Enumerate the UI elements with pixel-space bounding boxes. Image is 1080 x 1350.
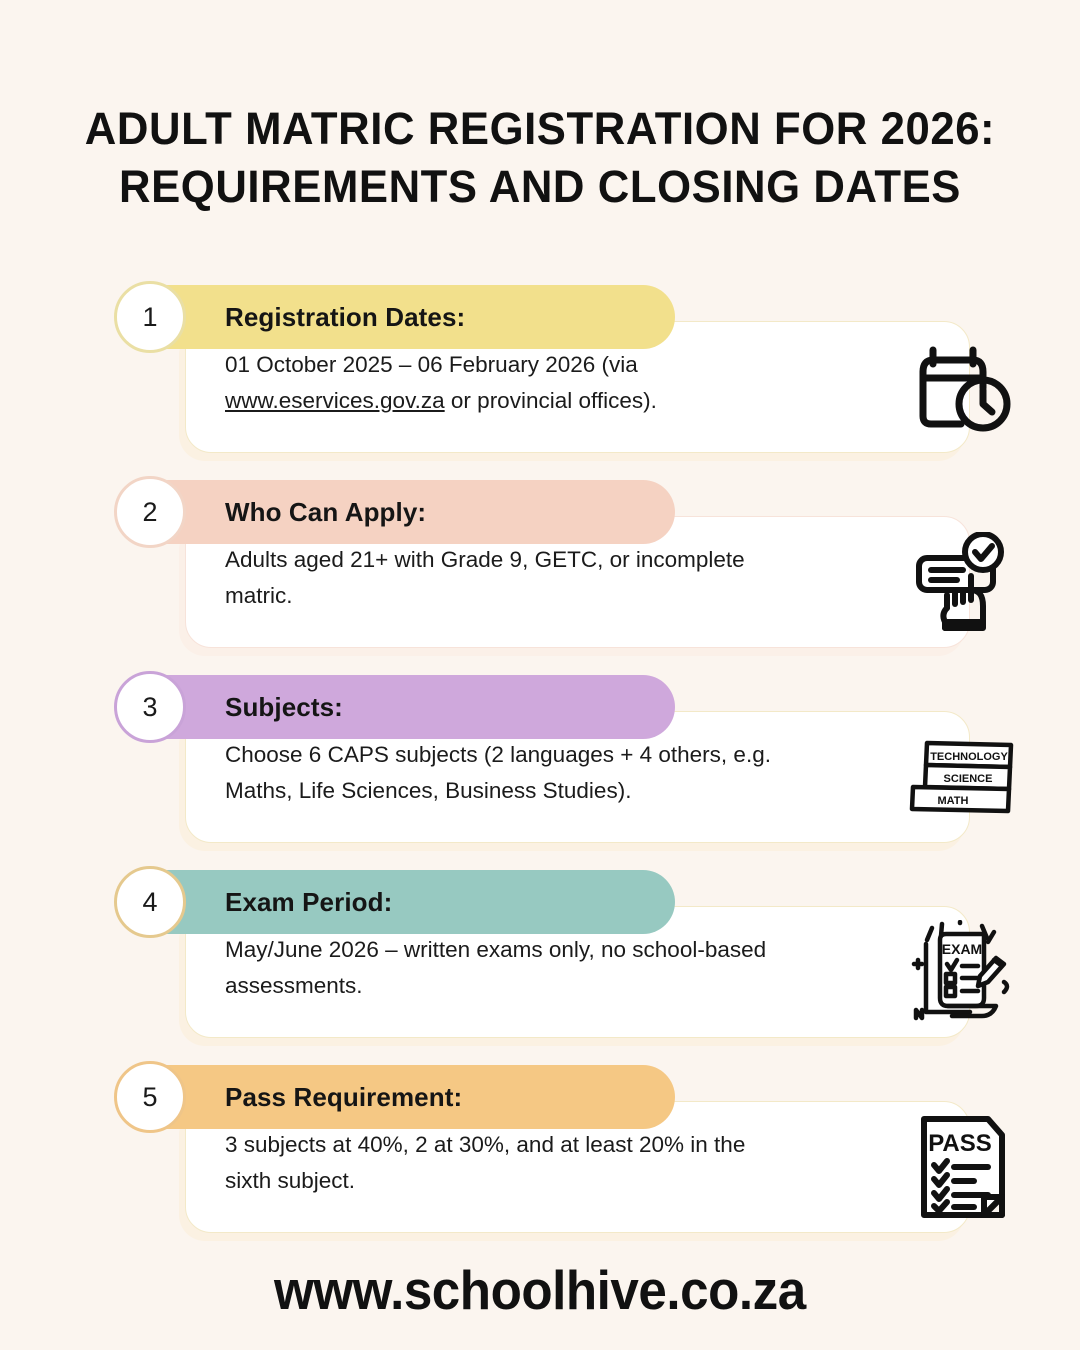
list-item: [0, 1065, 1080, 1235]
page-title: [0, 100, 1080, 216]
card-number-badge: [114, 476, 186, 548]
list-item: [0, 480, 1080, 650]
calendar-clock-icon: [905, 333, 1020, 443]
card-list: [0, 285, 1080, 1260]
book-label-math: MATH: [937, 795, 968, 807]
stacked-books-icon: [905, 723, 1020, 833]
hand-tap-approved-card-icon: [905, 528, 1020, 638]
card-body-text: Adults aged 21+ with Grade 9, GETC, or incomplete matric.: [225, 547, 745, 608]
website-url[interactable]: www.schoolhive.co.za: [274, 1259, 806, 1321]
card-heading: Subjects:: [225, 691, 343, 722]
book-label-technology: TECHNOLOGY: [929, 751, 1008, 763]
title-line-2: REQUIREMENTS AND CLOSING DATES: [118, 161, 961, 212]
card-number-badge: [114, 281, 186, 353]
card-body-text: [225, 347, 785, 419]
card-number: 3: [142, 691, 158, 722]
exam-label: EXAM: [941, 941, 982, 957]
card-header-1: [135, 285, 675, 349]
card-header-3: [135, 675, 675, 739]
card-header-2: [135, 480, 675, 544]
card-body-text: 3 subjects at 40%, 2 at 30%, and at least 20% in the sixth subject.: [225, 1132, 746, 1193]
card-number-badge: [114, 866, 186, 938]
card-text-before-link: 01 October 2025 – 06 February 2026 (via: [225, 352, 638, 377]
card-header-5: [135, 1065, 675, 1129]
card-number: 4: [142, 886, 158, 917]
card-text-after-link: or provincial offices).: [444, 388, 657, 413]
card-heading: Registration Dates:: [225, 301, 466, 332]
pass-checklist-document-icon: [905, 1113, 1020, 1223]
exam-paper-pencil-icon: [905, 918, 1020, 1028]
card-number: 5: [142, 1081, 158, 1112]
card-body-text: Choose 6 CAPS subjects (2 languages + 4 others, e.g. Maths, Life Sciences, Business Studies).: [225, 742, 771, 803]
card-heading: Pass Requirement:: [225, 1081, 463, 1112]
list-item: [0, 285, 1080, 455]
card-body-text: May/June 2026 – written exams only, no school-based assessments.: [225, 937, 767, 998]
footer: [0, 1258, 1080, 1322]
eservices-link[interactable]: www.eservices.gov.za: [225, 388, 445, 413]
card-number-badge: [114, 671, 186, 743]
card-number-badge: [114, 1061, 186, 1133]
card-heading: Exam Period:: [225, 886, 393, 917]
list-item: [0, 675, 1080, 845]
card-header-4: [135, 870, 675, 934]
pass-label: PASS: [927, 1130, 992, 1157]
card-number: 2: [142, 496, 158, 527]
title-line-1: ADULT MATRIC REGISTRATION FOR 2026:: [84, 103, 996, 154]
list-item: [0, 870, 1080, 1040]
card-number: 1: [142, 301, 158, 332]
book-label-science: SCIENCE: [943, 773, 992, 785]
card-heading: Who Can Apply:: [225, 496, 427, 527]
